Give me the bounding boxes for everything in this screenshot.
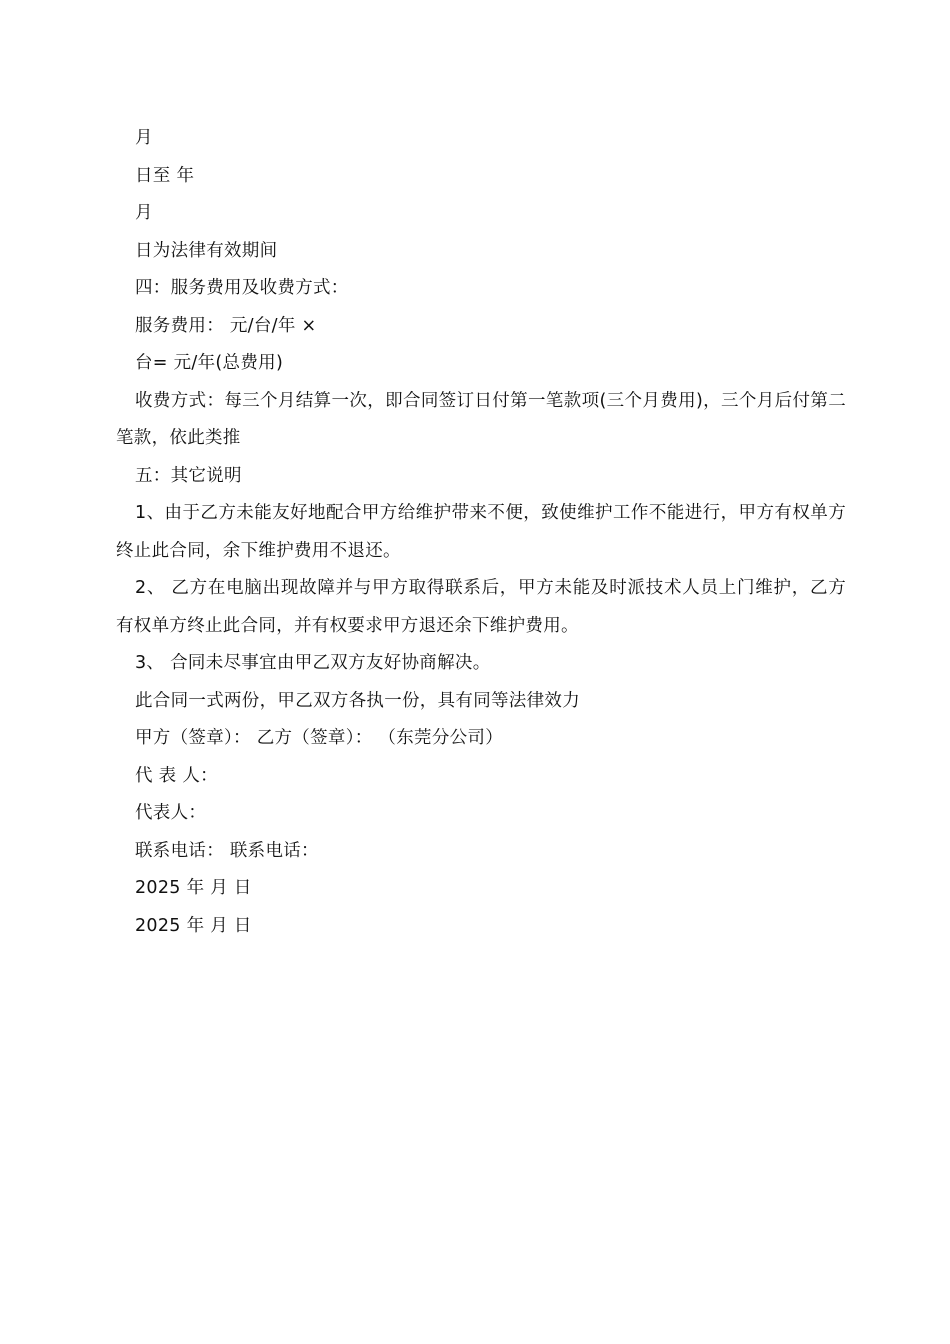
paragraph-clause-1: 1、由于乙方未能友好地配合甲方给维护带来不便，致使维护工作不能进行，甲方有权单方终止此合同，余下维护费用不退还。 [116, 503, 846, 561]
section-heading-other: 五：其它说明 [135, 465, 242, 486]
paragraph-payment-method: 收费方式：每三个月结算一次，即合同签订日付第一笔款项(三个月费用)，三个月后付第二笔款，依此类推 [116, 390, 846, 448]
text-line-phone: 联系电话： 联系电话： [135, 840, 319, 861]
text-line-copies: 此合同一式两份，甲乙双方各执一份，具有同等法律效力 [135, 690, 580, 711]
text-line-representative-b: 代表人： [135, 803, 207, 823]
text-line-month-2: 月 [135, 203, 153, 223]
text-line-validity-period: 日为法律有效期间 [135, 240, 278, 261]
text-line-total-fee: 台= 元/年(总费用) [135, 353, 284, 373]
text-line-representative-a: 代 表 人： [135, 765, 218, 786]
text-line-service-fee: 服务费用： 元/台/年 × [135, 315, 317, 336]
text-line-date-a: 2025 年 月 日 [135, 878, 252, 898]
paragraph-clause-2: 2、 乙方在电脑出现故障并与甲方取得联系后，甲方未能及时派技术人员上门维护，乙方有权单方终止此合同，并有权要求甲方退还余下维护费用。 [116, 578, 846, 636]
text-line-month-1: 月 [135, 128, 153, 148]
document-body [116, 120, 846, 945]
text-line-date-b: 2025 年 月 日 [135, 915, 252, 936]
text-line-day-to-year: 日至 年 [135, 165, 195, 186]
paragraph-clause-3: 3、 合同未尽事宜由甲乙双方友好协商解决。 [135, 653, 491, 673]
text-line-signatures: 甲方（签章）： 乙方（签章）： （东莞分公司） [135, 728, 504, 748]
section-heading-fees: 四：服务费用及收费方式： [135, 278, 349, 298]
